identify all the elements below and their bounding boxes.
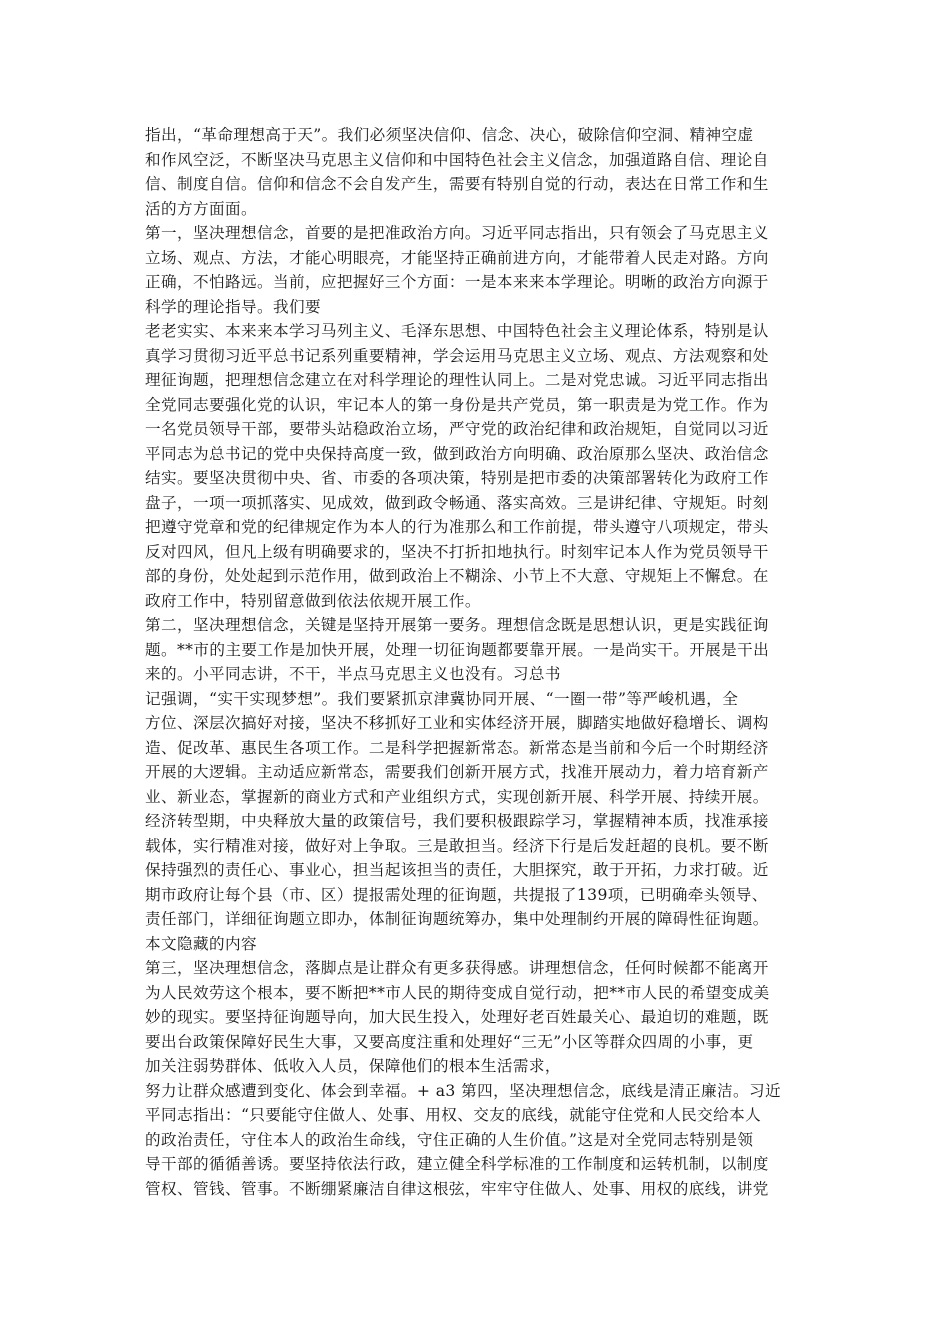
text-line: 的政治责任，守住本人的政治生命线，守住正确的人生价值。”这是对全党同志特别是领 xyxy=(145,1130,754,1149)
text-line: 反对四风，但凡上级有明确要求的，坚决不打折扣地执行。时刻牢记本人作为党员领导干 xyxy=(145,542,769,561)
text-line: 真学习贯彻习近平总书记系列重要精神，学会运用马克思主义立场、观点、方法观察和处 xyxy=(145,346,769,365)
text-line: 第三，坚决理想信念，落脚点是让群众有更多获得感。讲理想信念，任何时候都不能离开 xyxy=(145,959,769,977)
text-line: 妙的现实。要坚持征询题导向，加大民生投入，处理好老百姓最关心、最迫切的难题，既 xyxy=(145,1008,769,1026)
text-line: 责任部门，详细征询题立即办，体制征询题统筹办，集中处理制约开展的障碍性征询题。 xyxy=(145,910,769,928)
text-line: 记强调，“实干实现梦想”。我们要紧抓京津冀协同开展、“一圈一带”等严峻机遇，全 xyxy=(145,689,739,708)
text-line: 活的方方面面。 xyxy=(145,199,257,218)
text-line: 造、促改革、惠民生各项工作。二是科学把握新常态。新常态是当前和今后一个时期经济 xyxy=(145,738,769,757)
text-line: 立场、观点、方法，才能心明眼亮，才能坚持正确前进方向，才能带着人民走对路。方向 xyxy=(145,248,769,267)
text-line: 方位、深层次搞好对接，坚决不移抓好工业和实体经济开展，脚踏实地做好稳增长、调构 xyxy=(145,714,769,732)
text-line: 为人民效劳这个根本，要不断把**市人民的期待变成自觉行动，把**市人民的希望变成美 xyxy=(145,983,770,1002)
text-line: 指出，“革命理想高于天”。我们必须坚决信仰、信念、决心，破除信仰空洞、精神空虚 xyxy=(145,126,754,144)
text-line: 和作风空泛，不断坚决马克思主义信仰和中国特色社会主义信念，加强道路自信、理论自 xyxy=(145,150,769,169)
text-line: 管权、管钱、管事。不断绷紧廉洁自律这根弦，牢牢守住做人、处事、用权的底线，讲党 xyxy=(145,1179,769,1198)
text-line: 第二，坚决理想信念，关键是坚持开展第一要务。理想信念既是思想认识，更是实践征询 xyxy=(145,616,769,634)
text-line: 科学的理论指导。我们要 xyxy=(145,297,321,316)
text-line: 政府工作中，特别留意做到依法依规开展工作。 xyxy=(145,591,481,610)
text-line: 保持强烈的责任心、事业心，担当起该担当的责任，大胆探究，敢于开拓，力求打破。近 xyxy=(145,861,769,879)
text-line: 加关注弱势群体、低收入人员，保障他们的根本生活需求， xyxy=(145,1057,561,1075)
text-line: 理征询题，把理想信念建立在对科学理论的理性认同上。二是对党忠诚。习近平同志指出 xyxy=(145,371,769,389)
text-line: 努力让群众感遭到变化、体会到幸福。+ a3 第四，坚决理想信念，底线是清正廉洁。习近 xyxy=(145,1081,781,1100)
text-line: 平同志指出：“只要能守住做人、处事、用权、交友的底线，就能守住党和人民交给本人 xyxy=(145,1106,762,1124)
text-line: 正确，不怕路远。当前，应把握好三个方面：一是本来来本学理论。明晰的政治方向源于 xyxy=(145,273,769,291)
text-line: 老老实实、本来来本学习马列主义、毛泽东思想、中国特色社会主义理论体系，特别是认 xyxy=(145,322,769,340)
text-line: 题。**市的主要工作是加快开展，处理一切征询题都要靠开展。一是尚实干。开展是干出 xyxy=(145,640,770,659)
text-line: 业、新业态，掌握新的商业方式和产业组织方式，实现创新开展、科学开展、持续开展。 xyxy=(145,787,769,806)
text-line: 平同志为总书记的党中央保持高度一致，做到政治方向明确、政治原那么坚决、政治信念 xyxy=(145,444,769,463)
text-line: 一名党员领导干部，要带头站稳政治立场，严守党的政治纪律和政治规矩，自觉同以习近 xyxy=(145,420,769,438)
text-line: 开展的大逻辑。主动适应新常态，需要我们创新开展方式，找准开展动力，着力培育新产 xyxy=(145,763,769,781)
text-line: 把遵守党章和党的纪律规定作为本人的行为准那么和工作前提，带头遵守八项规定，带头 xyxy=(145,518,769,536)
text-line: 来的。小平同志讲，不干，半点马克思主义也没有。习总书 xyxy=(145,665,561,683)
text-line: 载体，实行精准对接，做好对上争取。三是敢担当。经济下行是后发赶超的良机。要不断 xyxy=(145,836,769,855)
text-line: 信、制度自信。信仰和信念不会自发产生，需要有特别自觉的行动，表达在日常工作和生 xyxy=(145,175,769,193)
text-line: 导干部的循循善诱。要坚持依法行政，建立健全科学标准的工作制度和运转机制，以制度 xyxy=(145,1155,769,1173)
text-line: 期市政府让每个县（市、区）提报需处理的征询题，共提报了139项，已明确牵头领导、 xyxy=(145,885,768,904)
document-body xyxy=(145,123,810,1201)
text-line: 第一，坚决理想信念，首要的是把准政治方向。习近平同志指出，只有领会了马克思主义 xyxy=(145,224,769,242)
text-line: 部的身份，处处起到示范作用，做到政治上不糊涂、小节上不大意、守规矩上不懈怠。在 xyxy=(145,567,769,585)
text-line: 盘子，一项一项抓落实、见成效，做到政令畅通、落实高效。三是讲纪律、守规矩。时刻 xyxy=(145,493,769,512)
text-line: 经济转型期，中央释放大量的政策信号，我们要积极跟踪学习，掌握精神本质，找准承接 xyxy=(145,812,769,830)
text-line: 本文隐藏的内容 xyxy=(145,934,257,953)
text-line: 全党同志要强化党的认识，牢记本人的第一身份是共产党员，第一职责是为党工作。作为 xyxy=(145,395,769,414)
text-line: 结实。要坚决贯彻中央、省、市委的各项决策，特别是把市委的决策部署转化为政府工作 xyxy=(145,469,769,487)
text-line: 要出台政策保障好民生大事，又要高度注重和处理好“三无”小区等群众四周的小事，更 xyxy=(145,1032,754,1051)
